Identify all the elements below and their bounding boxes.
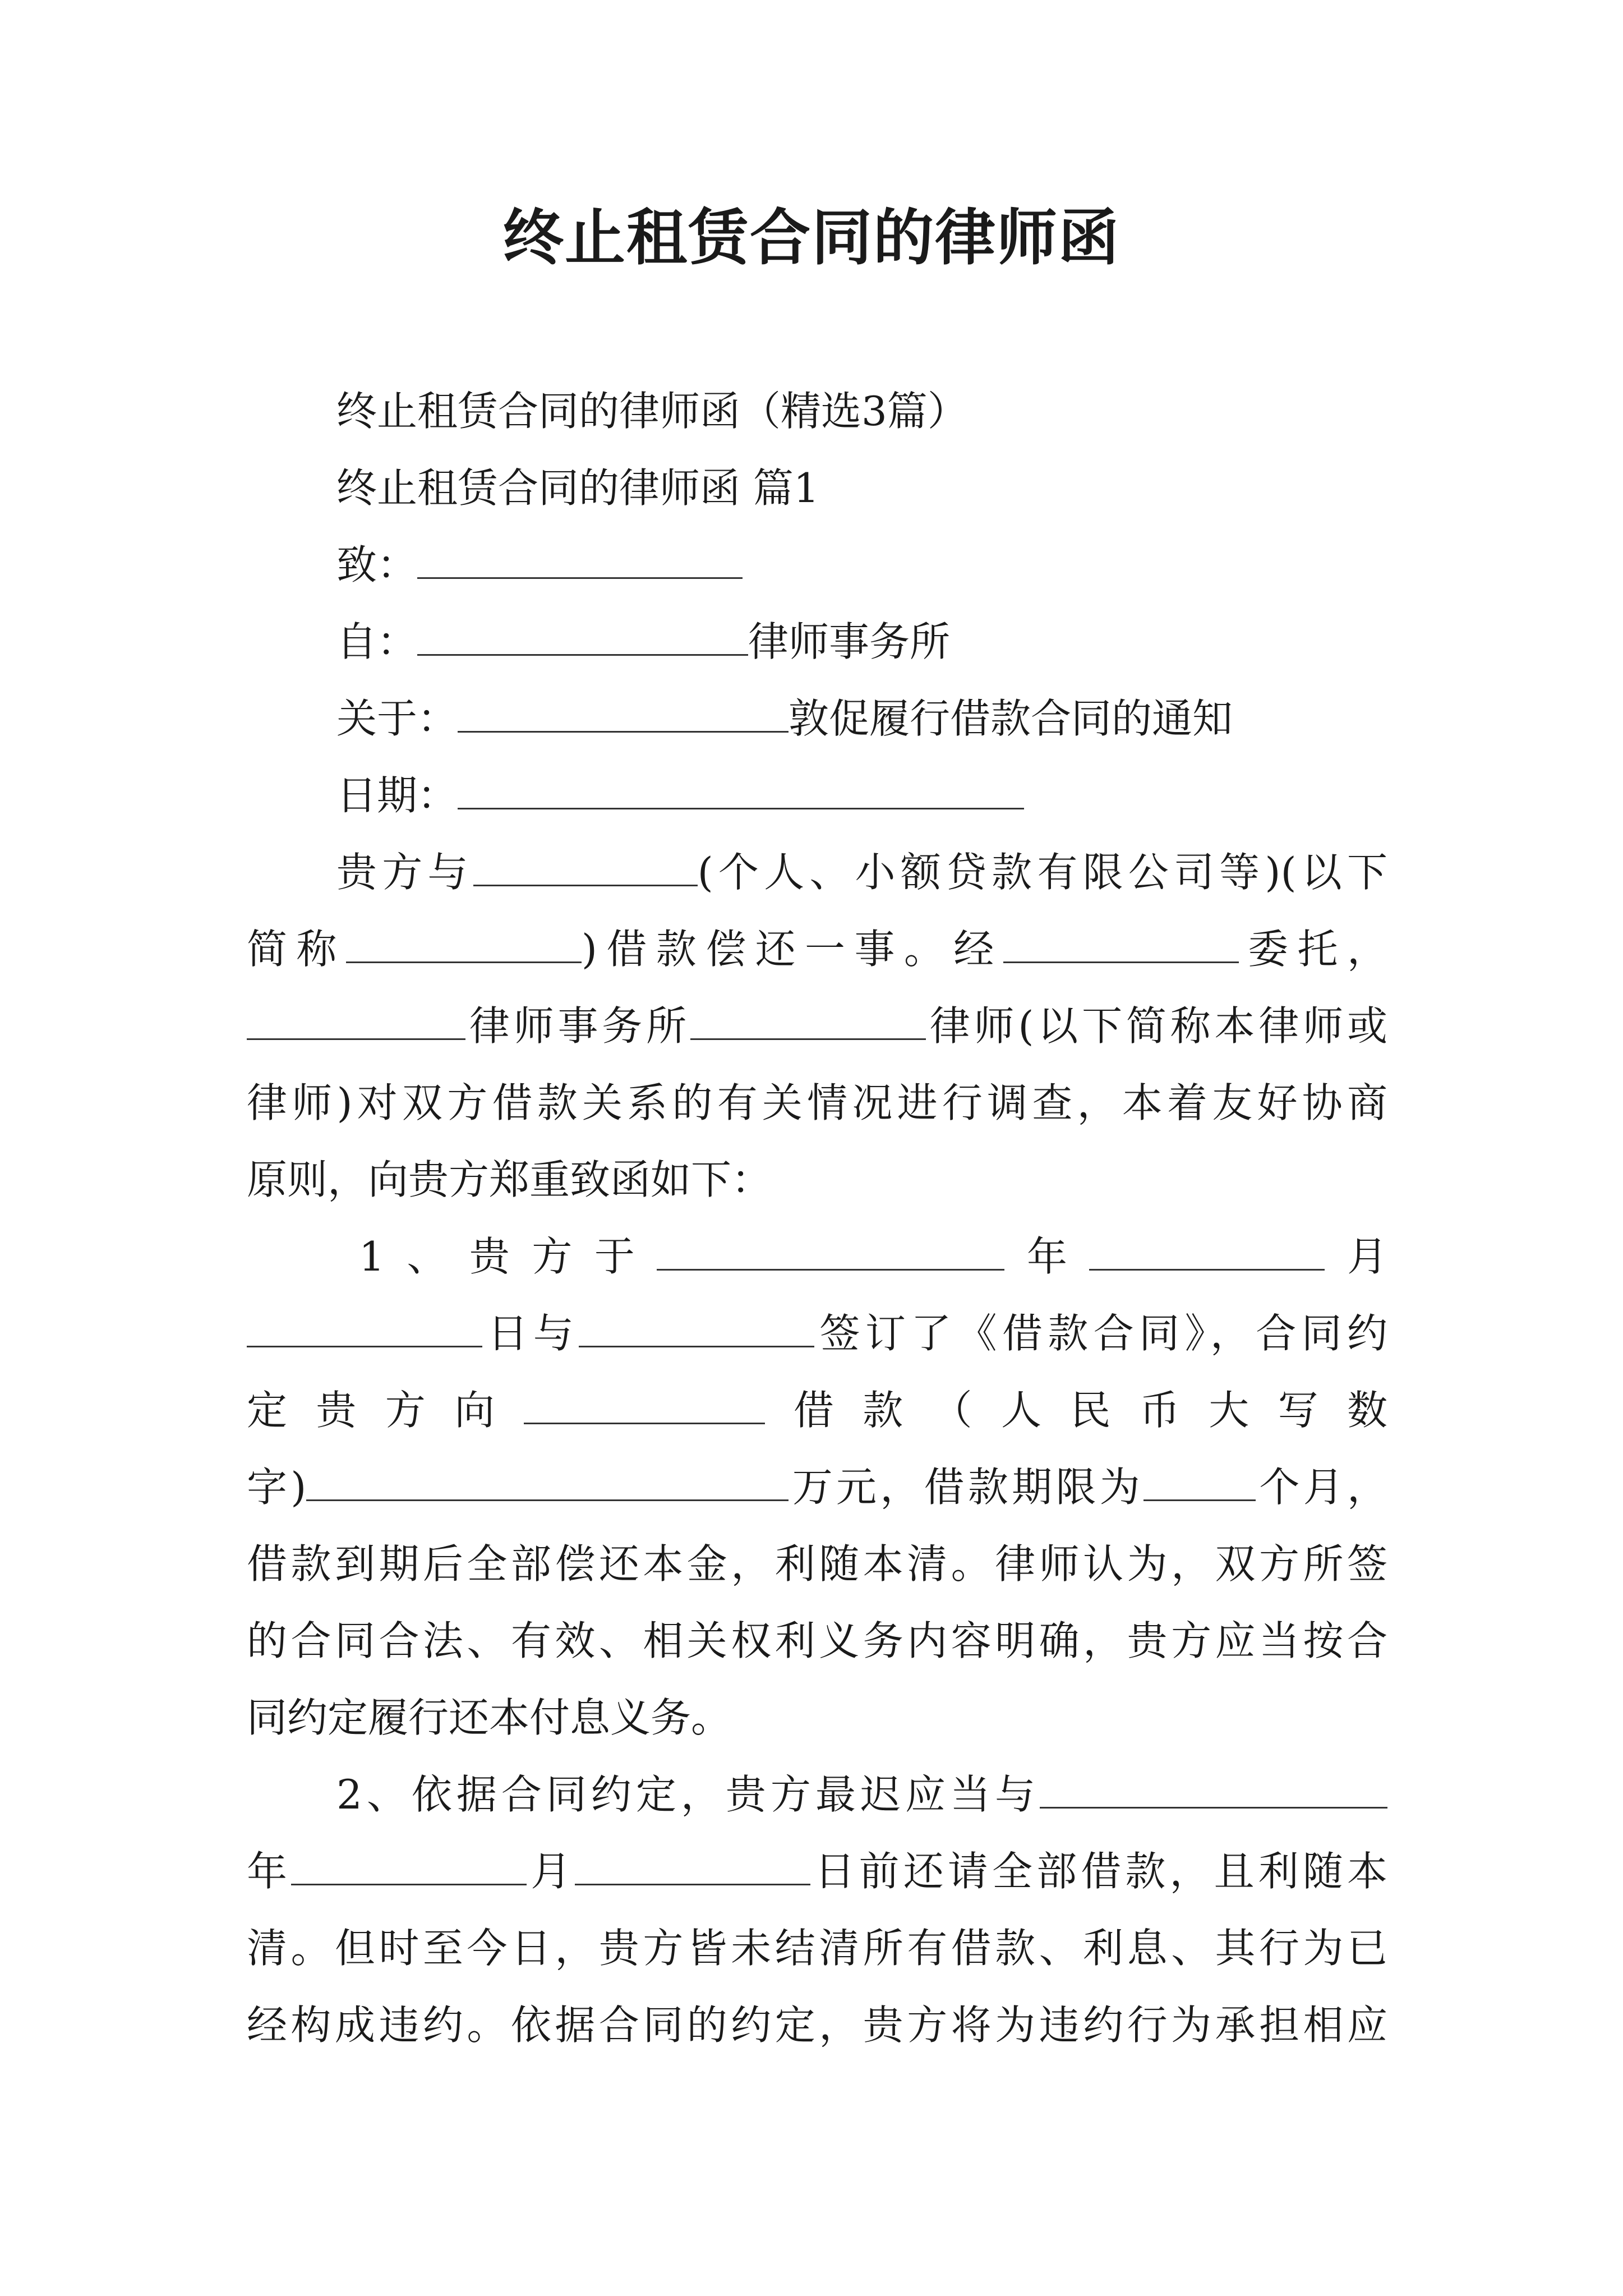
section-heading: 终止租赁合同的律师函 篇1: [336, 464, 819, 512]
p2-text: 个月，: [1256, 1464, 1387, 1511]
p1-blank: [473, 845, 698, 886]
p3-line-4: 经构成违约。依据合同的约定，贵方将为违约行为承担相应: [247, 2001, 1387, 2049]
p1-blank: [346, 922, 582, 963]
p1-blank: [1003, 922, 1239, 963]
p1-line-3: [247, 998, 1387, 1054]
p1-blank: [690, 999, 926, 1040]
about-line: [336, 691, 1233, 747]
date-line: [336, 767, 1024, 823]
p3-blank: [291, 1844, 527, 1885]
from-blank: [417, 615, 748, 656]
to-label: 致：: [336, 541, 418, 588]
from-label: 自：: [336, 618, 418, 665]
p2-text: 日与: [482, 1310, 579, 1357]
p1-line-2: [247, 921, 1387, 977]
p3-line-1: [336, 1766, 1387, 1823]
p2-line-5: 借款到期后全部偿还本金，利随本清。律师认为，双方所签: [247, 1540, 1387, 1588]
p3-text: 2、依据合同约定，贵方最迟应当与: [336, 1771, 1040, 1818]
p2-line-2: [247, 1305, 1387, 1361]
to-line: [336, 537, 743, 593]
p3-text: 日前还请全部借款，且利随本: [810, 1848, 1387, 1895]
date-label: 日期：: [336, 772, 458, 819]
p3-blank: [1040, 1768, 1387, 1809]
p2-blank: [306, 1460, 789, 1501]
p2-blank: [1089, 1230, 1325, 1271]
p1-blank: [247, 999, 465, 1040]
date-blank: [458, 769, 1024, 809]
p2-text: 借款（人民币大写数: [764, 1387, 1387, 1434]
p2-blank: [579, 1306, 814, 1347]
p2-text: 定贵方向: [247, 1387, 524, 1434]
p2-line-1: [359, 1228, 1387, 1285]
p1-text: 律师(以下简称本律师或: [925, 1002, 1387, 1050]
p3-blank: [575, 1844, 810, 1885]
p2-line-7: 同约定履行还本付息义务。: [247, 1694, 732, 1741]
p2-text: 1、贵方于: [359, 1233, 657, 1280]
p2-line-3: [247, 1382, 1387, 1438]
about-suffix: 敦促履行借款合同的通知: [789, 695, 1233, 742]
from-suffix: 律师事务所: [748, 618, 951, 665]
p1-text: 简称: [247, 926, 346, 973]
about-blank: [458, 692, 789, 733]
p1-text: (个人、小额贷款有限公司等)(以下: [697, 849, 1387, 896]
from-line: [336, 614, 950, 670]
p3-text: 年: [247, 1848, 292, 1895]
p1-line-1: [336, 844, 1387, 900]
document-title: 终止租赁合同的律师函: [502, 203, 1120, 273]
p1-text: 律师事务所: [465, 1002, 690, 1050]
p2-blank: [524, 1383, 765, 1424]
p2-blank: [657, 1230, 1004, 1271]
p2-text: 万元，借款期限为: [789, 1464, 1144, 1511]
p2-line-6: 的合同合法、有效、相关权利义务内容明确，贵方应当按合: [247, 1617, 1387, 1664]
p2-text: 字): [247, 1464, 307, 1511]
p2-blank: [1144, 1460, 1256, 1501]
p1-text: 委托，: [1238, 926, 1387, 973]
p2-text: 签订了《借款合同》，合同约: [814, 1310, 1387, 1357]
about-label: 关于：: [336, 695, 458, 742]
subtitle: 终止租赁合同的律师函（精选3篇）: [336, 388, 968, 435]
to-blank: [417, 538, 743, 579]
p1-text: )借款偿还一事。经: [581, 926, 1003, 973]
p1-text: 贵方与: [336, 849, 473, 896]
p2-blank: [247, 1306, 482, 1347]
p3-line-2: [247, 1843, 1387, 1899]
p2-line-4: [247, 1459, 1387, 1515]
p1-line-4: 律师)对双方借款关系的有关情况进行调查，本着友好协商: [247, 1079, 1387, 1126]
p2-text: 月: [1325, 1233, 1387, 1280]
p3-line-3: 清。但时至今日，贵方皆未结清所有借款、利息、其行为已: [247, 1925, 1387, 1972]
p3-text: 月: [527, 1848, 575, 1895]
p1-line-5: 原则，向贵方郑重致函如下：: [247, 1156, 772, 1203]
p2-text: 年: [1004, 1233, 1090, 1280]
